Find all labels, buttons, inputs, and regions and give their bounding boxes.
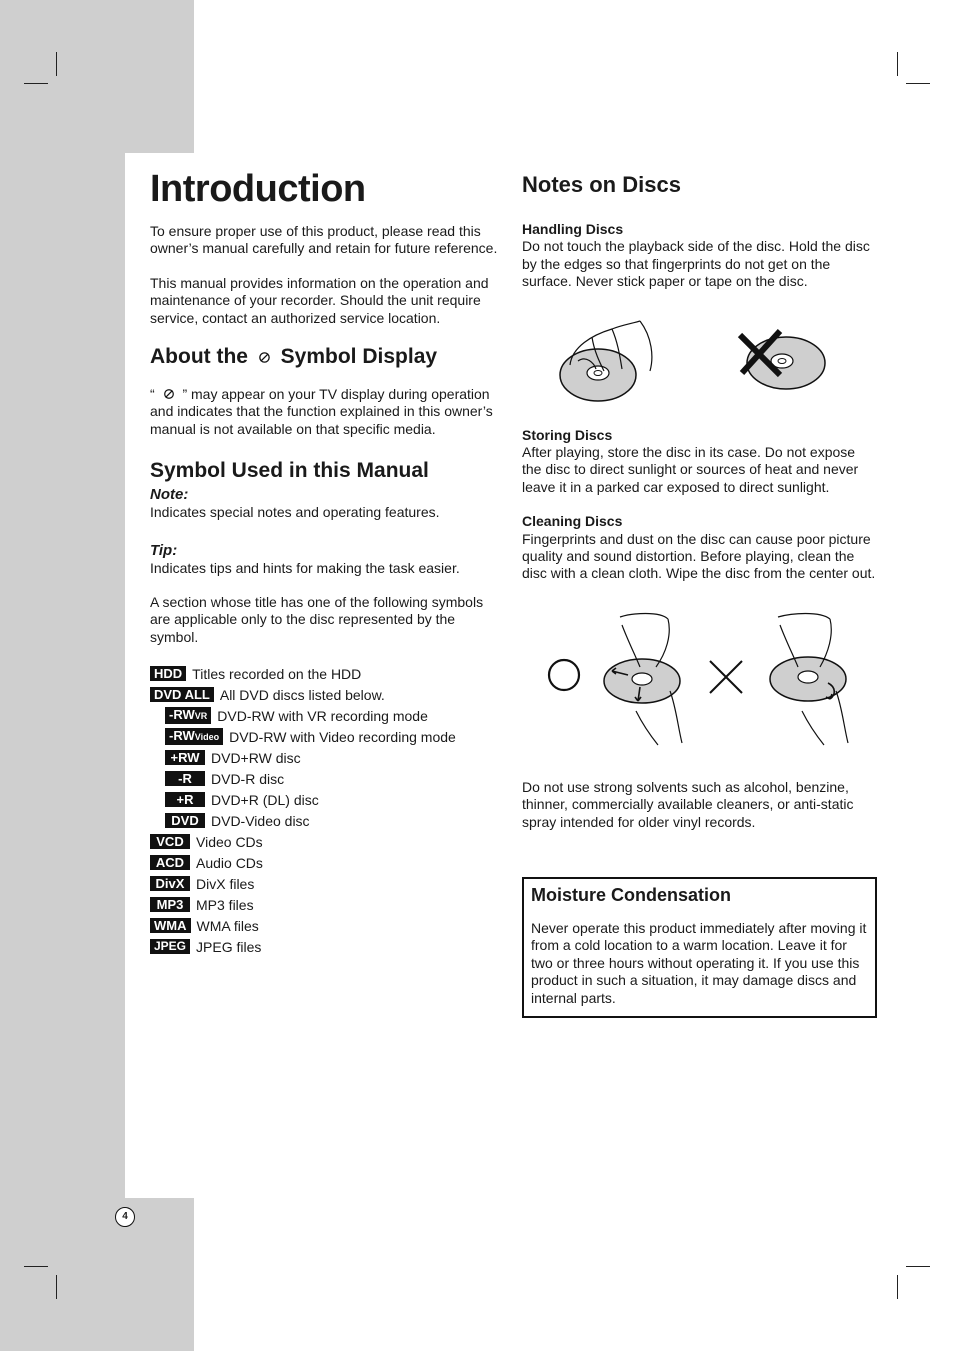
disc-badge: VCD bbox=[150, 834, 190, 849]
storing-discs-text: After playing, store the disc in its case. Do not expose the disc to direct sunlight or sources of heat and never leave it in a parked car exposed to direct sunlight. bbox=[522, 444, 859, 495]
list-item bbox=[165, 810, 505, 831]
margin-tab-side bbox=[0, 153, 125, 1198]
disc-description: DVD-R disc bbox=[211, 770, 285, 787]
disc-description: Audio CDs bbox=[196, 854, 263, 871]
prohibited-symbol-icon bbox=[163, 388, 175, 400]
disc-badge-sub: Video bbox=[194, 732, 220, 743]
note-label: Note: bbox=[150, 486, 189, 504]
about-symbol-heading bbox=[150, 345, 505, 369]
disc-badge: +RW bbox=[165, 750, 205, 765]
handling-discs-title: Handling Discs bbox=[522, 221, 624, 237]
list-item bbox=[150, 873, 505, 894]
right-column bbox=[522, 168, 877, 831]
disc-description: WMA files bbox=[196, 917, 259, 934]
correct-circle-icon bbox=[549, 660, 579, 690]
list-item bbox=[165, 768, 505, 789]
page-number: 4 bbox=[115, 1207, 135, 1227]
disc-badge-main: -RW bbox=[169, 707, 195, 723]
crop-mark bbox=[897, 52, 898, 76]
storing-discs-title: Storing Discs bbox=[522, 426, 613, 443]
disc-badge: -R bbox=[165, 771, 205, 786]
disc-description: Titles recorded on the HDD bbox=[192, 665, 362, 682]
tip-label: Tip: bbox=[150, 541, 178, 559]
disc-badge: HDD bbox=[150, 666, 186, 681]
disc-description: DivX files bbox=[196, 875, 255, 892]
intro-paragraph-1: To ensure proper use of this product, please read this owner’s manual carefully and retain for future reference. bbox=[150, 223, 498, 257]
disc-description: DVD+RW disc bbox=[211, 749, 301, 766]
disc-badge: DivX bbox=[150, 876, 190, 891]
disc-badge: ACD bbox=[150, 855, 190, 870]
notes-on-discs-heading: Notes on Discs bbox=[522, 172, 681, 197]
disc-badge: WMA bbox=[150, 918, 191, 933]
moisture-title: Moisture Condensation bbox=[531, 885, 732, 905]
disc-badge: DVD bbox=[165, 813, 205, 828]
solvents-warning-text: Do not use strong solvents such as alcohol, benzine, thinner, commercially available cleaners, or anti-static spray intended for older vinyl records. bbox=[522, 778, 854, 830]
disc-symbol-list bbox=[150, 663, 505, 957]
list-item bbox=[165, 747, 505, 768]
crop-mark bbox=[897, 1275, 898, 1299]
correct-handling-disc bbox=[560, 321, 652, 401]
list-item bbox=[165, 705, 505, 726]
crop-mark bbox=[24, 1266, 48, 1267]
crop-mark bbox=[56, 1275, 57, 1299]
disc-description: DVD-RW with Video recording mode bbox=[229, 728, 456, 745]
disc-description: JPEG files bbox=[196, 938, 262, 955]
list-item bbox=[165, 726, 505, 747]
disc-badge-main: -RW bbox=[169, 728, 195, 744]
left-column bbox=[150, 168, 505, 957]
disc-badge: MP3 bbox=[150, 897, 190, 912]
crop-mark bbox=[906, 83, 930, 84]
disc-badge: +R bbox=[165, 792, 205, 807]
incorrect-cross-icon bbox=[710, 661, 742, 693]
moisture-condensation-box bbox=[522, 877, 877, 1018]
disc-description: MP3 files bbox=[196, 896, 254, 913]
cleaning-discs-text: Fingerprints and dust on the disc can cause poor picture quality and sound distortion. Before playing, clean the disc with a clean cloth. Wipe the disc from the center out. bbox=[522, 530, 876, 582]
page-title: Introduction bbox=[150, 168, 366, 210]
disc-description: All DVD discs listed below. bbox=[219, 686, 385, 703]
list-item bbox=[150, 684, 505, 705]
disc-description: Video CDs bbox=[196, 833, 263, 850]
incorrect-handling-disc bbox=[740, 331, 825, 389]
tip-text: Indicates tips and hints for making the task easier. bbox=[150, 559, 460, 576]
list-item bbox=[150, 936, 505, 957]
handling-discs-text: Do not touch the playback side of the disc. Hold the disc by the edges so that fingerprints do not get on the surface. Never stick paper or tape on the disc. bbox=[522, 238, 870, 290]
disc-badge-sub: VR bbox=[194, 711, 208, 722]
note-text: Indicates special notes and operating features. bbox=[150, 504, 440, 521]
disc-badge bbox=[165, 707, 211, 724]
about-text-body: ” may appear on your TV display during operation and indicates that the function explained in this owner’s manual is not available on that specific media. bbox=[150, 386, 493, 437]
prohibited-symbol-icon bbox=[258, 351, 271, 364]
about-heading-part2: Symbol Display bbox=[280, 345, 438, 369]
disc-badge: JPEG bbox=[150, 939, 190, 954]
list-item bbox=[165, 789, 505, 810]
about-symbol-text bbox=[150, 386, 505, 438]
disc-badge bbox=[165, 728, 223, 745]
list-item bbox=[150, 915, 505, 936]
disc-description: DVD+R (DL) disc bbox=[211, 791, 319, 808]
margin-tab-top bbox=[0, 0, 194, 153]
disc-badge: DVD ALL bbox=[150, 687, 214, 702]
section-symbols-text: A section whose title has one of the following symbols are applicable only to the disc represented by the symbol. bbox=[150, 594, 484, 645]
intro-paragraph-2: This manual provides information on the operation and maintenance of your recorder. Should the unit require service, contact an authorized service location. bbox=[150, 274, 489, 326]
list-item bbox=[150, 831, 505, 852]
disc-description: DVD-RW with VR recording mode bbox=[217, 707, 428, 724]
crop-mark bbox=[56, 52, 57, 76]
margin-tab-bottom bbox=[0, 1198, 194, 1351]
disc-cleaning-illustration bbox=[540, 611, 880, 751]
list-item bbox=[150, 894, 505, 915]
crop-mark bbox=[24, 83, 48, 84]
about-heading-part1: About the bbox=[150, 345, 248, 369]
crop-mark bbox=[906, 1266, 930, 1267]
disc-handling-illustration bbox=[542, 307, 882, 417]
about-quote-open: “ bbox=[150, 386, 155, 403]
list-item bbox=[150, 852, 505, 873]
list-item bbox=[150, 663, 505, 684]
symbol-used-heading: Symbol Used in this Manual bbox=[150, 459, 429, 483]
incorrect-cleaning-disc bbox=[770, 613, 848, 745]
disc-description: DVD-Video disc bbox=[211, 812, 310, 829]
cleaning-discs-title: Cleaning Discs bbox=[522, 513, 623, 530]
moisture-text: Never operate this product immediately after moving it from a cold location to a warm location. Leave it for two or three hours without operating it. If you use this product in such a situation, it may damage discs and internal parts. bbox=[531, 920, 867, 1006]
correct-cleaning-disc bbox=[604, 613, 682, 745]
